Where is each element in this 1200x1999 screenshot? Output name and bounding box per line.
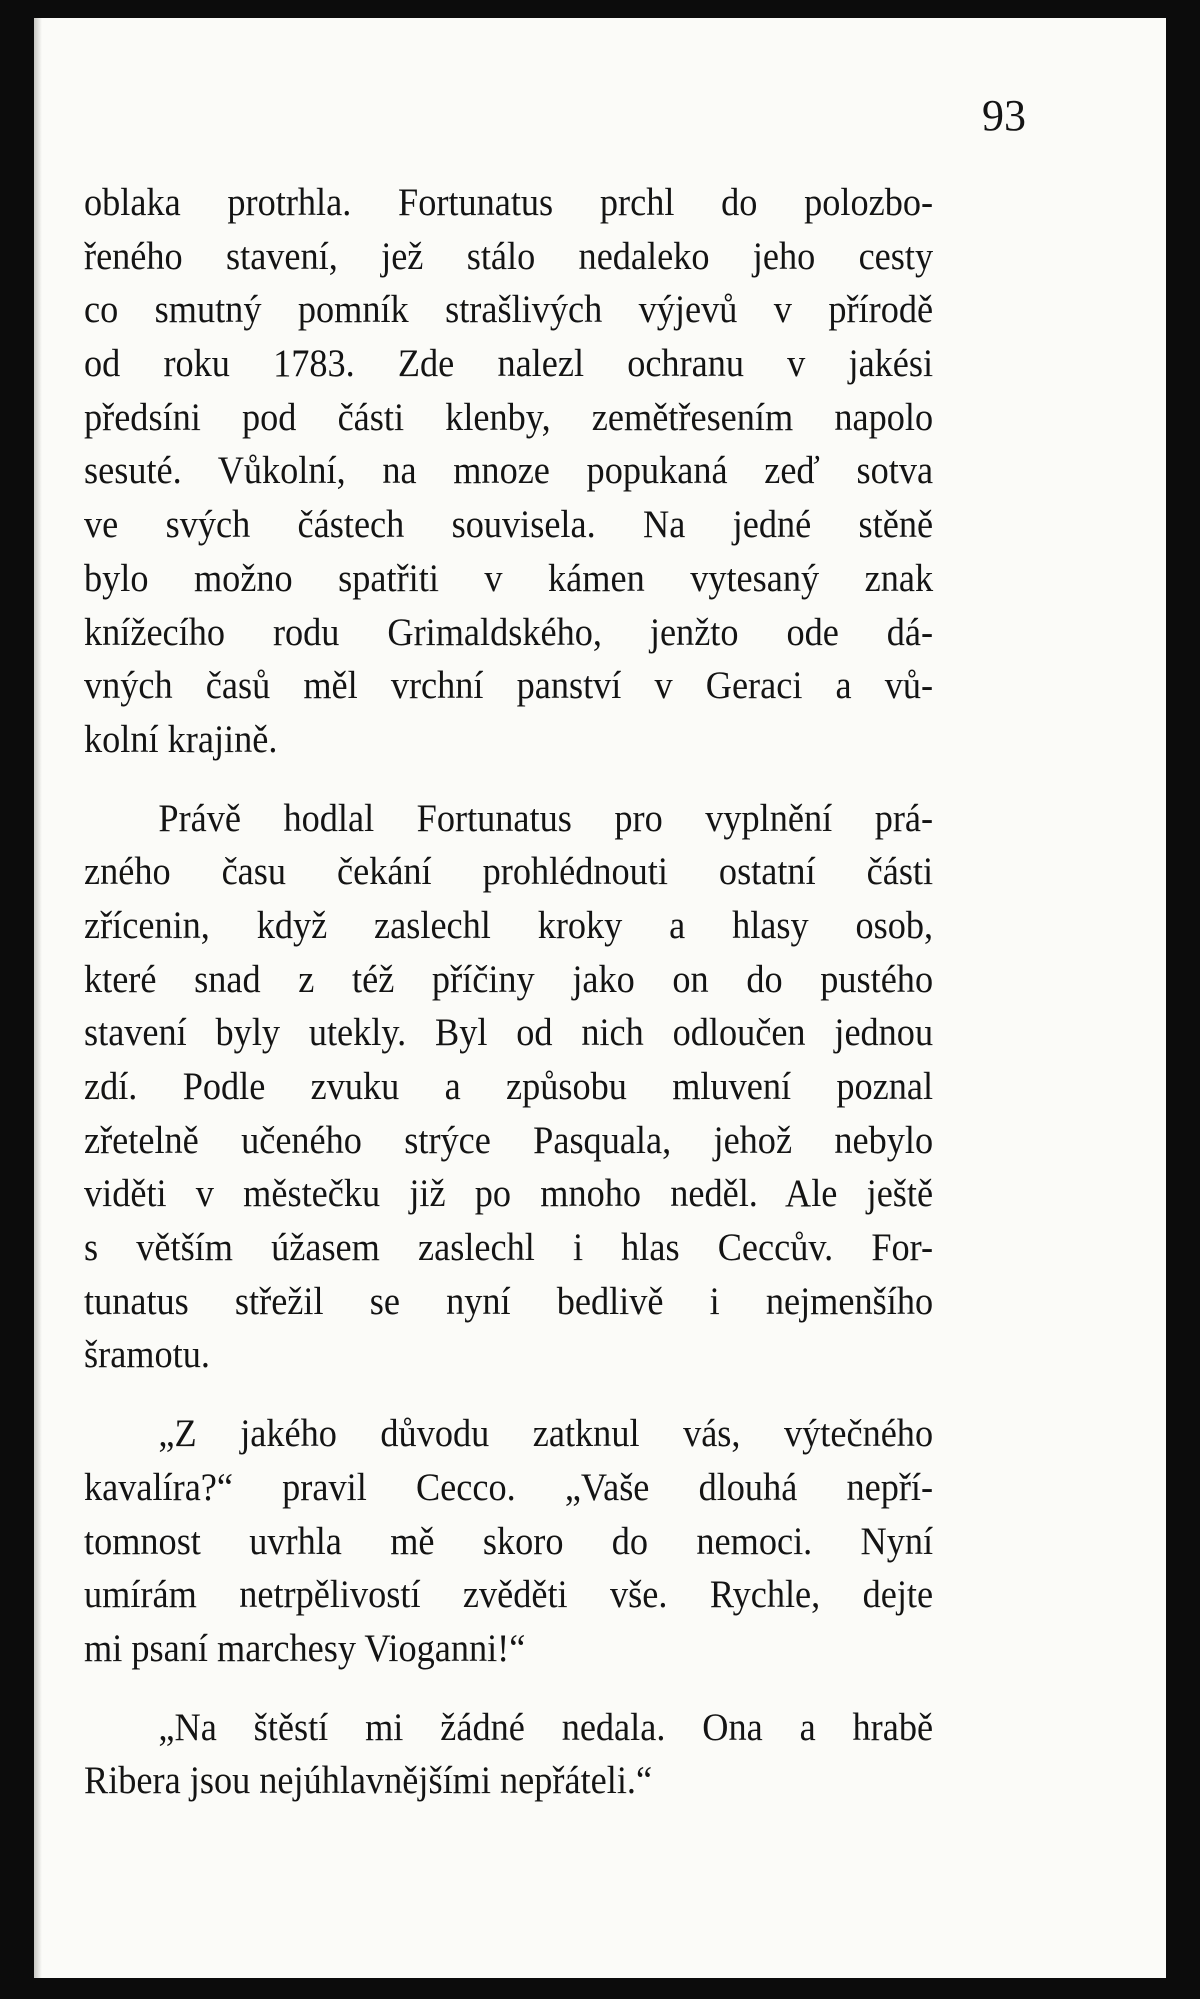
text-line: sesuté. Vůkolní, na mnoze popukaná zeď sotva	[84, 449, 934, 493]
text-line: knížecího rodu Grimaldského, jenžto ode dá-	[84, 610, 934, 654]
text-line: mi psaní marchesy Vioganni!“	[84, 1626, 526, 1670]
text-line: které snad z též příčiny jako on do pustého	[84, 957, 934, 1001]
text-line: Právě hodlal Fortunatus pro vyplnění prá-	[158, 796, 934, 840]
text-line: tunatus střežil se nyní bedlivě i nejmenšího	[84, 1279, 934, 1323]
text-line: stavení byly utekly. Byl od nich odloučen jednou	[84, 1011, 934, 1055]
body-text	[84, 176, 933, 1808]
text-line: ve svých částech souvisela. Na jedné stěně	[84, 503, 934, 547]
text-line: zřetelně učeného strýce Pasquala, jehož nebylo	[84, 1118, 934, 1162]
text-line: od roku 1783. Zde nalezl ochranu v jakési	[84, 342, 934, 386]
text-line: šramotu.	[84, 1333, 210, 1377]
text-line: zdí. Podle zvuku a způsobu mluvení poznal	[84, 1065, 934, 1108]
text-line: předsíni pod části klenby, zemětřesením napolo	[84, 395, 934, 439]
text-line: co smutný pomník strašlivých výjevů v přírodě	[84, 288, 934, 332]
paragraph	[84, 1407, 933, 1675]
text-line: oblaka protrhla. Fortunatus prchl do polozbo-	[84, 181, 934, 224]
text-line: viděti v městečku již po mnoho neděl. Ale ještě	[84, 1172, 934, 1216]
paragraph	[84, 176, 933, 767]
text-line: zného času čekání prohlédnouti ostatní části	[84, 850, 934, 894]
text-line: Ribera jsou nejúhlavnějšími nepřáteli.“	[84, 1759, 653, 1803]
text-line: vných časů měl vrchní panství v Geraci a vů-	[84, 664, 934, 708]
paragraph	[84, 1701, 933, 1808]
text-line: kavalíra?“ pravil Cecco. „Vaše dlouhá nepří-	[84, 1465, 934, 1509]
page-number: 93	[982, 91, 1026, 140]
text-line: s větším úžasem zaslechl i hlas Ceccův. For-	[84, 1226, 934, 1270]
text-line: kolní krajině.	[84, 717, 278, 761]
text-line: bylo možno spatřiti v kámen vytesaný znak	[84, 556, 934, 600]
page-sheet	[34, 18, 1166, 1978]
text-line: řeného stavení, jež stálo nedaleko jeho cesty	[84, 234, 934, 278]
paragraph	[84, 792, 933, 1383]
text-line: tomnost uvrhla mě skoro do nemoci. Nyní	[84, 1519, 934, 1563]
text-line: umírám netrpělivostí zvěděti vše. Rychle, dejte	[84, 1573, 934, 1617]
gutter-shadow	[34, 18, 42, 1978]
text-line: „Na štěstí mi žádné nedala. Ona a hrabě	[158, 1705, 934, 1749]
text-line: zřícenin, když zaslechl kroky a hlasy osob,	[84, 903, 934, 947]
text-line: „Z jakého důvodu zatknul vás, výtečného	[158, 1412, 934, 1456]
